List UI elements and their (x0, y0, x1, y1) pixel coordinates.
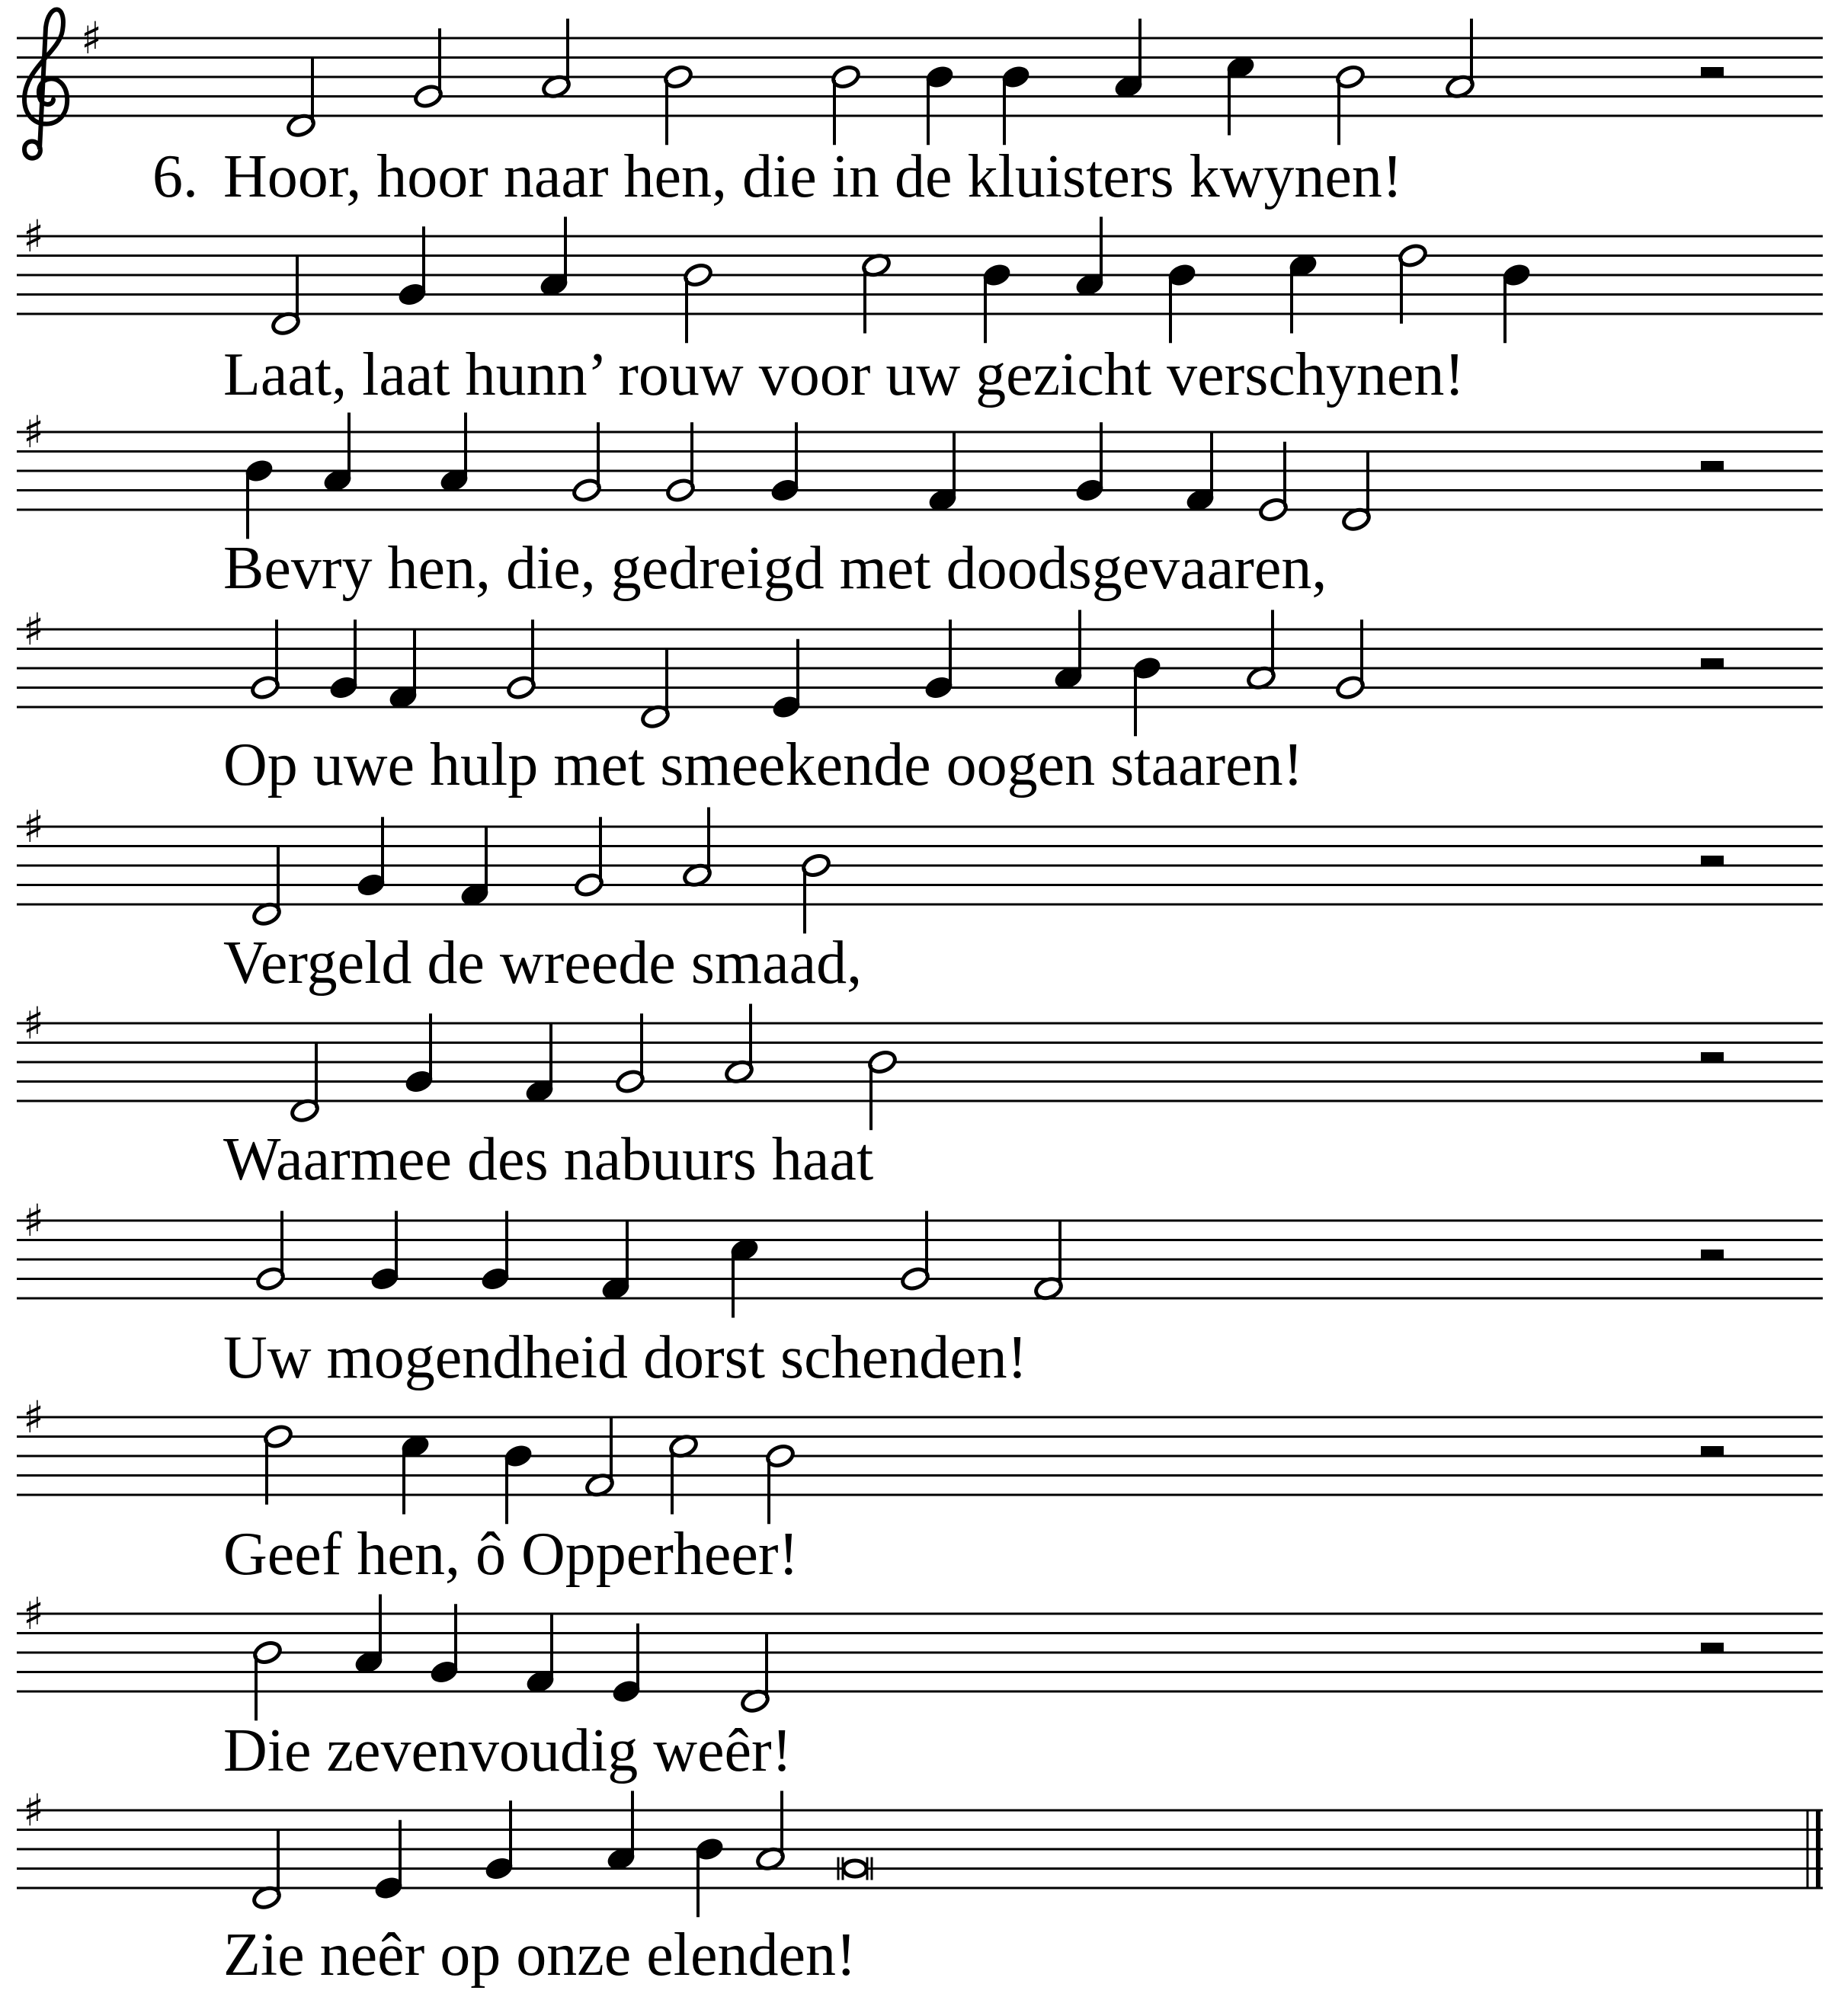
key-signature-sharp: ♯ (22, 603, 45, 655)
key-signature-sharp: ♯ (22, 1784, 45, 1836)
key-signature-sharp: ♯ (80, 12, 103, 64)
half-note (413, 28, 443, 109)
half-note (1258, 442, 1289, 523)
quarter-note (770, 422, 800, 503)
half-note (1335, 64, 1366, 145)
half-rest (1701, 461, 1724, 471)
key-signature-sharp: ♯ (22, 997, 45, 1049)
half-note (683, 262, 713, 343)
quarter-note (460, 827, 490, 907)
staff-lines (17, 236, 1823, 314)
quarter-note (1132, 655, 1162, 736)
staff-lines (17, 1810, 1823, 1888)
half-note (740, 1634, 770, 1714)
lyric-line: Waarmee des nabuurs haat (223, 1126, 874, 1193)
half-note (668, 1433, 699, 1514)
half-note (615, 1013, 645, 1094)
half-note (831, 64, 861, 145)
quarter-note (400, 1433, 431, 1514)
lyric-line: Zie neêr op onze elenden! (223, 1922, 857, 1989)
half-note (755, 1791, 786, 1872)
treble-clef (24, 9, 67, 158)
quarter-note (397, 226, 427, 307)
quarter-note (1074, 217, 1105, 298)
lyric-line: Bevry hen, die, gedreigd met doodsgevaaren, (223, 535, 1327, 602)
verse-number: 6. (152, 143, 198, 210)
quarter-note (539, 217, 569, 298)
staff-system (17, 406, 1823, 602)
half-note (682, 808, 712, 888)
staff-lines (17, 827, 1823, 904)
staff-system (17, 1784, 1823, 1989)
staff-system (17, 603, 1823, 798)
quarter-note (484, 1800, 514, 1881)
half-note (541, 19, 572, 100)
quarter-note (924, 64, 955, 145)
half-note (663, 64, 693, 145)
half-note (252, 1640, 283, 1720)
half-note (290, 1043, 320, 1124)
quarter-note (244, 458, 274, 539)
quarter-note (1053, 610, 1084, 691)
quarter-note (480, 1211, 511, 1291)
quarter-note (771, 639, 802, 720)
quarter-note (1185, 432, 1215, 513)
quarter-note (404, 1013, 434, 1094)
staff-system (17, 210, 1823, 408)
staff-system (17, 801, 1823, 997)
lyric-line: Die zevenvoudig weêr! (223, 1717, 793, 1784)
half-note (1246, 610, 1276, 691)
quarter-note (1288, 252, 1318, 333)
quarter-note (1225, 54, 1256, 135)
staff-system (17, 1195, 1823, 1391)
quarter-note (525, 1614, 556, 1694)
half-note (1445, 19, 1475, 100)
quarter-note (1167, 262, 1197, 343)
half-note (861, 252, 892, 333)
half-note (900, 1211, 930, 1291)
key-signature-sharp: ♯ (22, 801, 45, 853)
quarter-note (373, 1820, 404, 1901)
half-note (250, 619, 280, 700)
quarter-note (354, 1595, 384, 1675)
key-signature-sharp: ♯ (22, 406, 45, 458)
staff-system (17, 1588, 1823, 1784)
breve-note (838, 1858, 872, 1880)
key-signature-sharp: ♯ (22, 1391, 45, 1443)
lyric-line: Op uwe hulp met smeekende oogen staaren! (223, 731, 1304, 798)
quarter-note (1074, 422, 1105, 503)
quarter-note (328, 619, 359, 700)
half-note (765, 1443, 796, 1524)
quarter-note (729, 1237, 760, 1317)
half-note (271, 256, 301, 337)
half-note (506, 619, 536, 700)
quarter-note (439, 413, 469, 494)
staff-lines (17, 1614, 1823, 1691)
half-rest (1701, 67, 1724, 77)
half-note (665, 422, 696, 503)
quarter-note (1113, 19, 1144, 100)
quarter-note (503, 1443, 533, 1524)
half-note (251, 1830, 282, 1911)
half-rest (1701, 1052, 1724, 1062)
staff-lines (17, 432, 1823, 510)
staff-lines (17, 1023, 1823, 1101)
half-note (286, 58, 316, 139)
quarter-note (322, 413, 353, 494)
staff-lines (17, 629, 1823, 707)
half-note (640, 649, 671, 730)
key-signature-sharp: ♯ (22, 1588, 45, 1640)
half-note (724, 1004, 754, 1085)
half-note (251, 846, 282, 927)
quarter-note (927, 432, 958, 513)
staff-lines (17, 38, 1823, 116)
quarter-note (1501, 262, 1532, 343)
half-note (1033, 1221, 1064, 1301)
quarter-note (370, 1211, 400, 1291)
staff-system (17, 9, 1823, 210)
quarter-note (924, 619, 954, 700)
half-note (1341, 452, 1372, 533)
quarter-note (694, 1836, 725, 1917)
half-rest (1701, 1643, 1724, 1653)
half-rest (1701, 1446, 1724, 1456)
quarter-note (388, 629, 418, 710)
half-rest (1701, 658, 1724, 668)
lyric-line: Geef hen, ô Opperheer! (223, 1521, 799, 1588)
lyric-line: Vergeld de wreede smaad, (223, 930, 863, 997)
quarter-note (524, 1023, 555, 1104)
half-note (255, 1211, 286, 1291)
half-note (867, 1049, 898, 1130)
half-note (1398, 242, 1428, 323)
quarter-note (600, 1221, 631, 1301)
quarter-note (611, 1624, 642, 1704)
quarter-note (1001, 64, 1031, 145)
half-note (584, 1417, 615, 1498)
staff-system (17, 1391, 1823, 1588)
quarter-note (429, 1604, 460, 1685)
half-note (263, 1423, 293, 1504)
half-note (574, 817, 604, 898)
staff-system (17, 997, 1823, 1193)
lyric-line: Hoor, hoor naar hen, die in de kluisters kwynen! (223, 143, 1403, 210)
half-rest (1701, 856, 1724, 866)
lyric-line: Laat, laat hunn’ rouw voor uw gezicht verschynen! (223, 341, 1465, 408)
quarter-note (981, 262, 1012, 343)
key-signature-sharp: ♯ (22, 210, 45, 262)
quarter-note (356, 817, 386, 898)
half-rest (1701, 1250, 1724, 1259)
half-note (801, 853, 831, 933)
half-note (1335, 619, 1366, 700)
lyric-line: Uw mogendheid dorst schenden! (223, 1324, 1028, 1391)
half-note (572, 422, 602, 503)
key-signature-sharp: ♯ (22, 1195, 45, 1246)
quarter-note (606, 1791, 636, 1872)
